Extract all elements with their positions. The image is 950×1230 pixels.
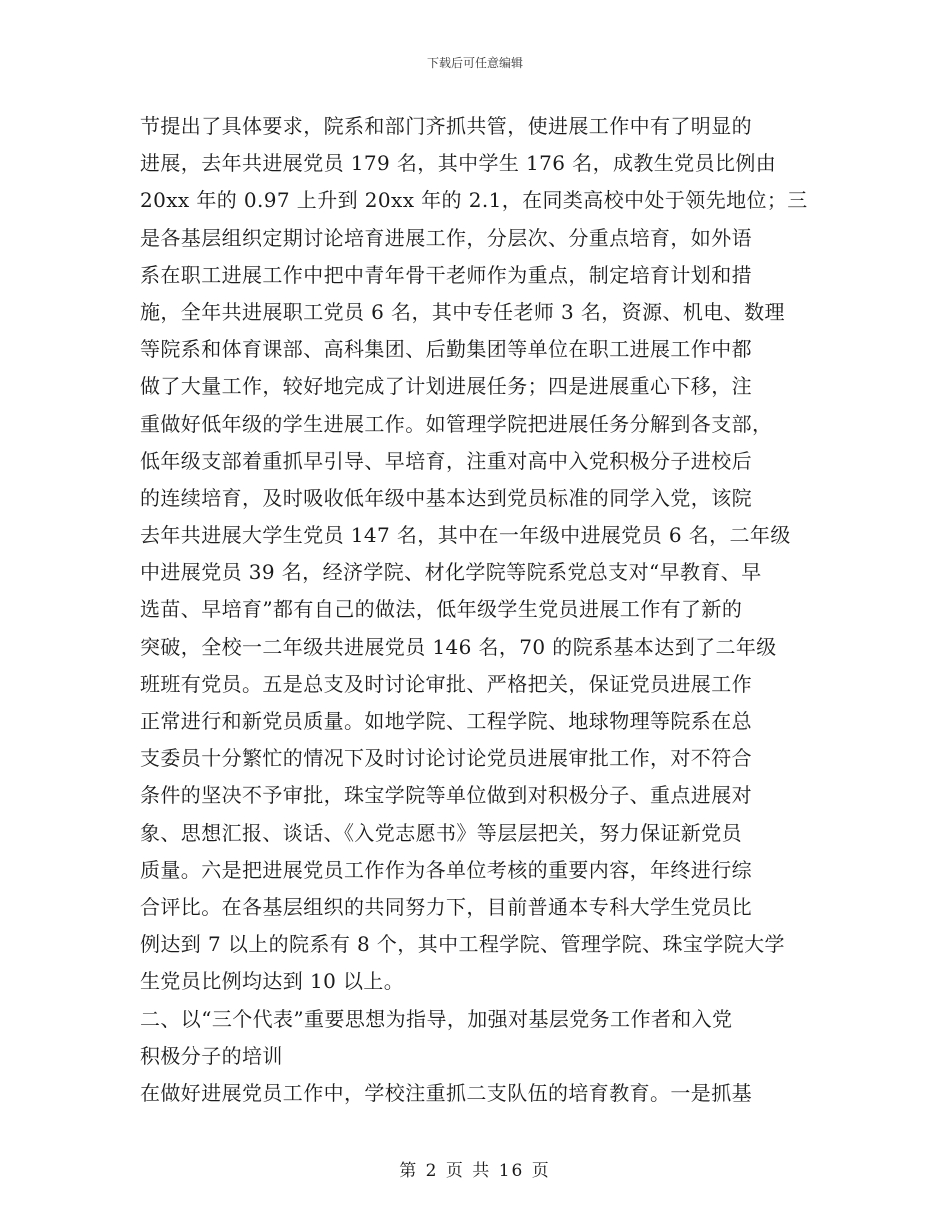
- body-line: 例达到 7 以上的院系有 8 个，其中工程学院、管理学院、珠宝学院大学: [140, 932, 785, 957]
- body-line: 施，全年共进展职工党员 6 名，其中专任老师 3 名，资源、机电、数理: [140, 299, 785, 324]
- body-line: 中进展党员 39 名，经济学院、材化学院等院系党总支对“早教育、早: [140, 560, 762, 585]
- body-line: 进展，去年共进展党员 179 名，其中学生 176 名，成教生党员比例由: [140, 151, 777, 176]
- section-heading-line: 积极分子的培训: [140, 1043, 283, 1068]
- body-line: 是各基层组织定期讨论培育进展工作，分层次、分重点培育，如外语: [140, 225, 752, 250]
- body-line: 20xx 年的 0.97 上升到 20xx 年的 2.1，在同类高校中处于领先地位；三: [140, 188, 808, 213]
- body-line: 系在职工进展工作中把中青年骨干老师作为重点，制定培育计划和措: [140, 262, 752, 287]
- body-line: 合评比。在各基层组织的共同努力下，目前普通本专科大学生党员比: [140, 894, 752, 919]
- body-line: 低年级支部着重抓早引导、早培育，注重对高中入党积极分子进校后: [140, 448, 752, 473]
- body-line: 突破，全校一二年级共进展党员 146 名，70 的院系基本达到了二年级: [140, 634, 777, 659]
- body-line: 正常进行和新党员质量。如地学院、工程学院、地球物理等院系在总: [140, 709, 752, 733]
- body-line: 去年共进展大学生党员 147 名，其中在一年级中进展党员 6 名，二年级: [140, 523, 791, 548]
- body-line: 班班有党员。五是总支及时讨论审批、严格把关，保证党员进展工作: [140, 671, 752, 696]
- section-heading-line: 二、以“三个代表”重要思想为指导，加强对基层党务工作者和入党: [140, 1006, 733, 1031]
- document-body: [140, 108, 812, 1112]
- body-line: 质量。六是把进展党员工作作为各单位考核的重要内容，年终进行综: [140, 857, 752, 882]
- body-line: 做了大量工作，较好地完成了计划进展任务；四是进展重心下移，注: [140, 374, 752, 399]
- body-line: 生党员比例均达到 10 以上。: [140, 969, 405, 994]
- body-line: 的连续培育，及时吸收低年级中基本达到党员标准的同学入党，该院: [140, 485, 752, 510]
- body-line: 象、思想汇报、谈话、《入党志愿书》等层层把关，努力保证新党员: [140, 820, 742, 845]
- body-line: 支委员十分繁忙的情况下及时讨论讨论党员进展审批工作，对不符合: [140, 746, 752, 771]
- body-line: 等院系和体育课部、高科集团、后勤集团等单位在职工进展工作中都: [140, 337, 752, 362]
- body-line: 条件的坚决不予审批，珠宝学院等单位做到对积极分子、重点进展对: [140, 783, 752, 808]
- body-line: 在做好进展党员工作中，学校注重抓二支队伍的培育教育。一是抓基: [140, 1080, 752, 1105]
- body-line: 选苗、早培育”都有自己的做法，低年级学生党员进展工作有了新的: [140, 597, 743, 622]
- body-line: 重做好低年级的学生进展工作。如管理学院把进展任务分解到各支部，: [140, 411, 773, 436]
- body-line: 节提出了具体要求，院系和部门齐抓共管，使进展工作中有了明显的: [140, 114, 752, 138]
- page-number-footer: 第 2 页 共 16 页: [399, 1161, 551, 1181]
- page-header-note: 下载后可任意编辑: [426, 56, 523, 70]
